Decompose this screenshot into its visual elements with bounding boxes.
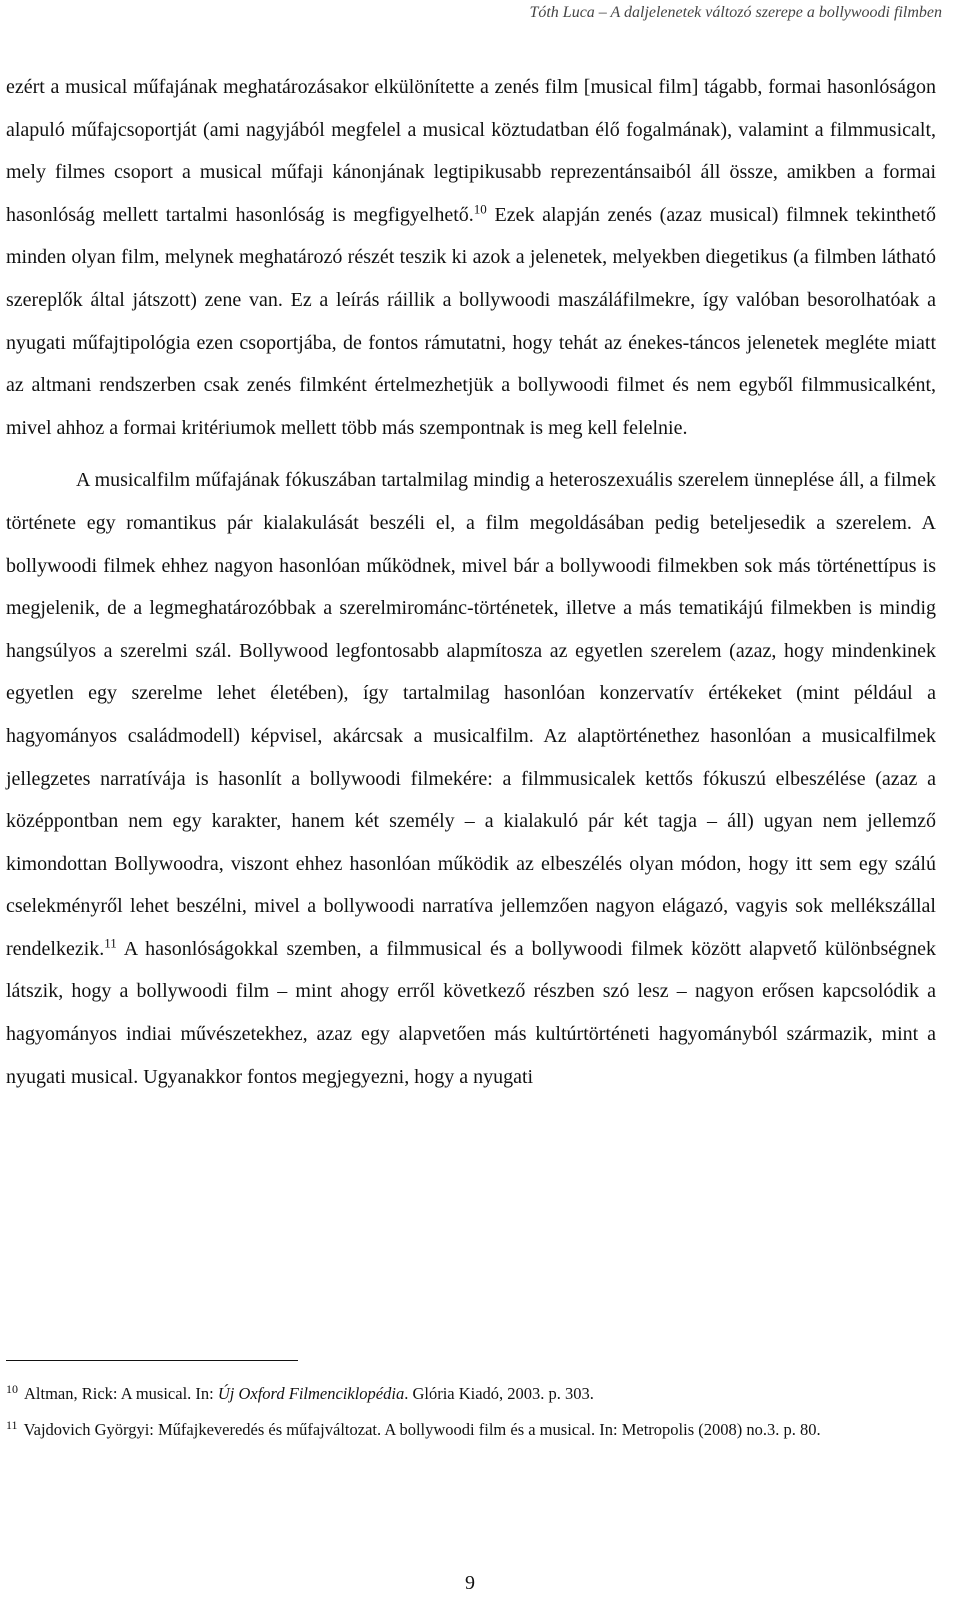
footnotes [6,1380,936,1452]
paragraph-text: A musicalfilm műfajának fókuszában tartalmilag mindig a heteroszexuális szerelem ünneplése áll, a filmek története egy romantikus pár kialakulását beszéli el, a film megoldásában pedig beteljesedik a szerelem. A bollywoodi filmek ehhez nagyon hasonlóan működnek, mivel bár a bollywoodi filmekben sok más történettípus is megjelenik, de a legmeghatározóbbak a szerelmirománc-történetek, illetve a más tematikájú filmekben is mindig hangsúlyos a szerelmi szál. Bollywood legfontosabb alapmítosza az egyetlen szerelem (azaz, hogy mindenkinek egyetlen egy szerelme lehet életében), így tartalmilag hasonlóan konzervatív értékeket (mint például a hagyományos családmodell) képvisel, akárcsak a musicalfilm. Az alaptörténethez hasonlóan a musicalfilmek jellegzetes narratívája is hasonlít a bollywoodi filmekére: a filmmusicalek kettős fókuszú elbeszélése (azaz a középpontban nem egy karakter, hanem két személy – a kialakuló pár két tagja – áll) ugyan nem jellemző kimondottan Bollywoodra, viszont ehhez hasonlóan működik az elbeszélés olyan módon, hogy itt sem egy szálú cselekményről lehet beszélni, mivel a bollywoodi narratíva jellemzően nagyon elágazó, vagyis sok mellékszállal rendelkezik. [6,469,936,960]
body-text [6,66,936,1098]
page-number: 9 [465,1572,475,1594]
footnote-text: Vajdovich Györgyi: Műfajkeveredés és műfajváltozat. A bollywoodi film és a musical. In: Metropolis (2008) no.3. p. 80. [23,1420,821,1439]
footnote-reference[interactable]: 11 [104,935,117,951]
paragraph-text: A hasonlóságokkal szemben, a filmmusical és a bollywoodi filmek között alapvető különbségnek látszik, hogy a bollywoodi film – mint ahogy erről következő részben szó lesz – nagyon erősen kapcsolódik a hagyományos indiai művészetekhez, azaz egy alapvetően más kultúrtörténeti hagyományból származik, mint a nyugati musical. Ugyanakkor fontos megjegyezni, hogy a nyugati [6,937,936,1088]
footnote-divider [6,1360,298,1361]
paragraph [6,66,936,449]
footnote-reference[interactable]: 10 [473,201,487,217]
footnote-title: Új Oxford Filmenciklopédia [217,1384,405,1403]
footnote-number: 10 [6,1381,18,1396]
footnote-text: Altman, Rick: A musical. In: [24,1384,218,1403]
footnote-text: . Glória Kiadó, 2003. p. 303. [404,1384,594,1403]
paragraph [6,459,936,1098]
footnote-number: 11 [6,1417,18,1432]
running-header: Tóth Luca – A daljelenetek változó szerepe a bollywoodi filmben [529,4,942,21]
footnote [6,1380,936,1408]
footnote [6,1416,936,1444]
paragraph-text: Ezek alapján zenés (azaz musical) filmnek tekinthető minden olyan film, melynek meghatározó részét teszik ki azok a jelenetek, melyekben diegetikus (a filmben látható szereplők által játszott) zene van. Ez a leírás ráillik a bollywoodi maszáláfilmekre, így valóban besorolhatóak a nyugati műfajtipológia ezen csoportjába, de fontos rámutatni, hogy tehát az énekes-táncos jelenetek megléte miatt az altmani rendszerben csak zenés filmként értelmezhetjük a bollywoodi filmet és nem egyből filmmusicalként, mivel ahhoz a formai kritériumok mellett több más szempontnak is meg kell felelnie. [6,203,936,439]
paragraph-text: ezért a musical műfajának meghatározásakor elkülönítette a zenés film [musical film] tágabb, formai hasonlóságon alapuló műfajcsoportját (ami nagyjából megfelel a musical köztudatban élő fogalmának), valamint a filmmusicalt, mely filmes csoport a musical műfaji kánonjának legtipikusabb reprezentánsaiból áll össze, amikben a formai hasonlóság mellett tartalmi hasonlóság is megfigyelhető. [6,76,936,226]
